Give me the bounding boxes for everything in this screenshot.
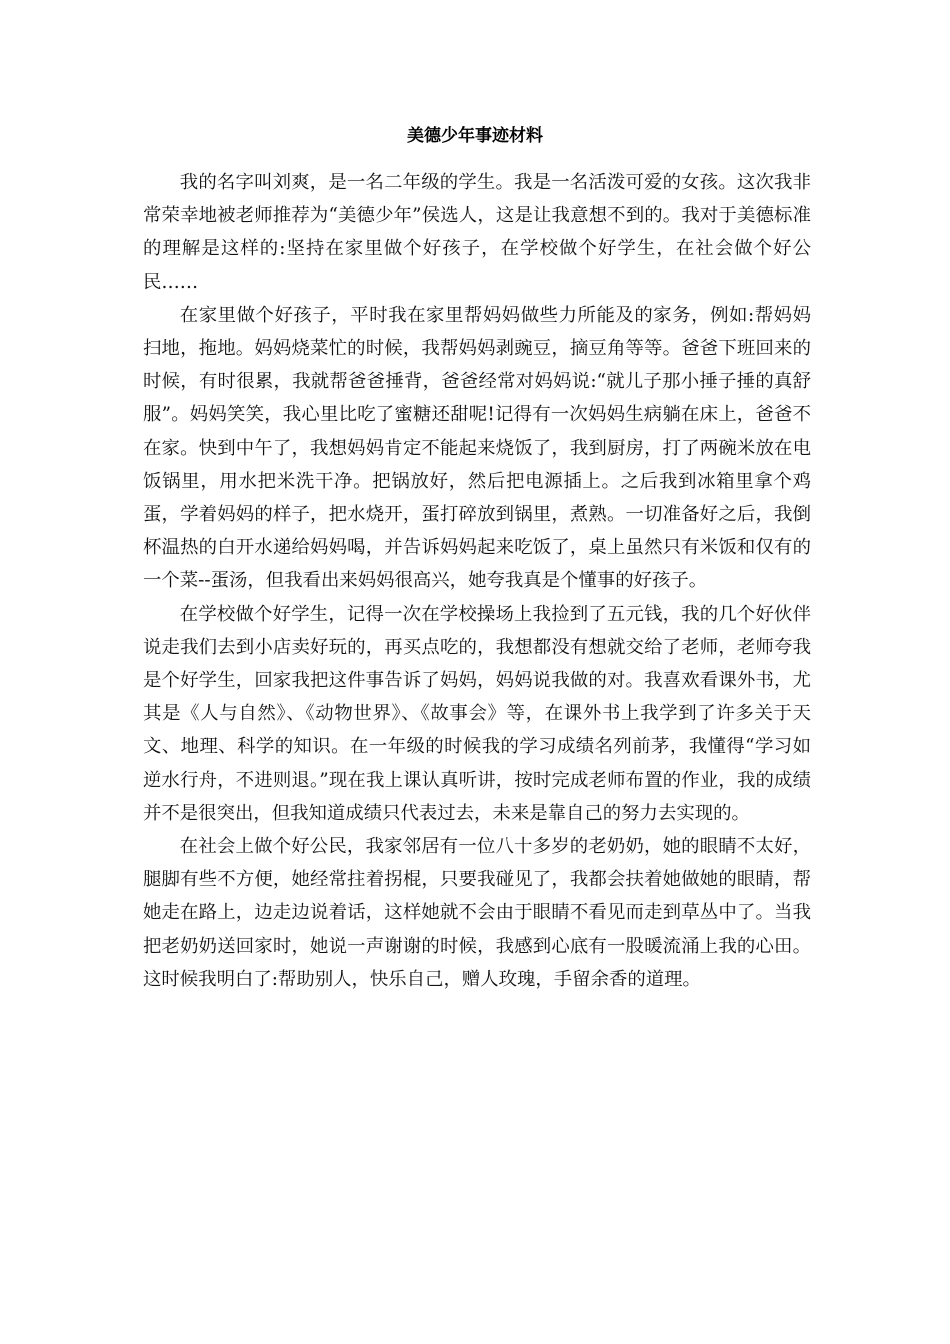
paragraph-intro: 我的名字叫刘爽，是一名二年级的学生。我是一名活泼可爱的女孩。这次我非常荣幸地被老师推荐为“美德少年”侯选人，这是让我意想不到的。我对于美德标准的理解是这样的:坚持在家里做个好孩子，在学校做个好学生，在社会做个好公民…… <box>143 172 811 293</box>
document-title: 美德少年事迹材料 <box>407 126 543 146</box>
paragraph-home: 在家里做个好孩子，平时我在家里帮妈妈做些力所能及的家务，例如:帮妈妈扫地，拖地。妈妈烧菜忙的时候，我帮妈妈剥豌豆，摘豆角等等。爸爸下班回来的时候，有时很累，我就帮爸爸捶背，爸爸经常对妈妈说:“就儿子那小捶子捶的真舒服”。妈妈笑笑，我心里比吃了蜜糖还甜呢!记得有一次妈妈生病躺在床上，爸爸不在家。快到中午了，我想妈妈肯定不能起来烧饭了，我到厨房，打了两碗米放在电饭锅里，用水把米洗干净。把锅放好，然后把电源插上。之后我到冰箱里拿个鸡蛋，学着妈妈的样子，把水烧开，蛋打碎放到锅里，煮熟。一切准备好之后，我倒杯温热的白开水递给妈妈喝，并告诉妈妈起来吃饭了，桌上虽然只有米饭和仅有的一个菜--蛋汤，但我看出来妈妈很高兴，她夸我真是个懂事的好孩子。 <box>143 304 811 592</box>
paragraph-school: 在学校做个好学生，记得一次在学校操场上我捡到了五元钱，我的几个好伙伴说走我们去到小店卖好玩的，再买点吃的，我想都没有想就交给了老师，老师夸我是个好学生，回家我把这件事告诉了妈妈，妈妈说我做的对。我喜欢看课外书，尤其是《人与自然》、《动物世界》、《故事会》等，在课外书上我学到了许多关于天文、地理、科学的知识。在一年级的时候我的学习成绩名列前茅，我懂得“学习如逆水行舟，不进则退。”现在我上课认真听讲，按时完成老师布置的作业，我的成绩并不是很突出，但我知道成绩只代表过去，未来是靠自己的努力去实现的。 <box>143 603 811 824</box>
paragraph-society: 在社会上做个好公民，我家邻居有一位八十多岁的老奶奶，她的眼睛不太好，腿脚有些不方便，她经常拄着拐棍，只要我碰见了，我都会扶着她做她的眼睛，帮她走在路上，边走边说着话，这样她就不会由于眼睛不看见而走到草丛中了。当我把老奶奶送回家时，她说一声谢谢的时候，我感到心底有一股暖流涌上我的心田。这时候我明白了:帮助别人，快乐自己，赠人玫瑰，手留余香的道理。 <box>143 836 811 990</box>
document-body <box>143 166 811 996</box>
